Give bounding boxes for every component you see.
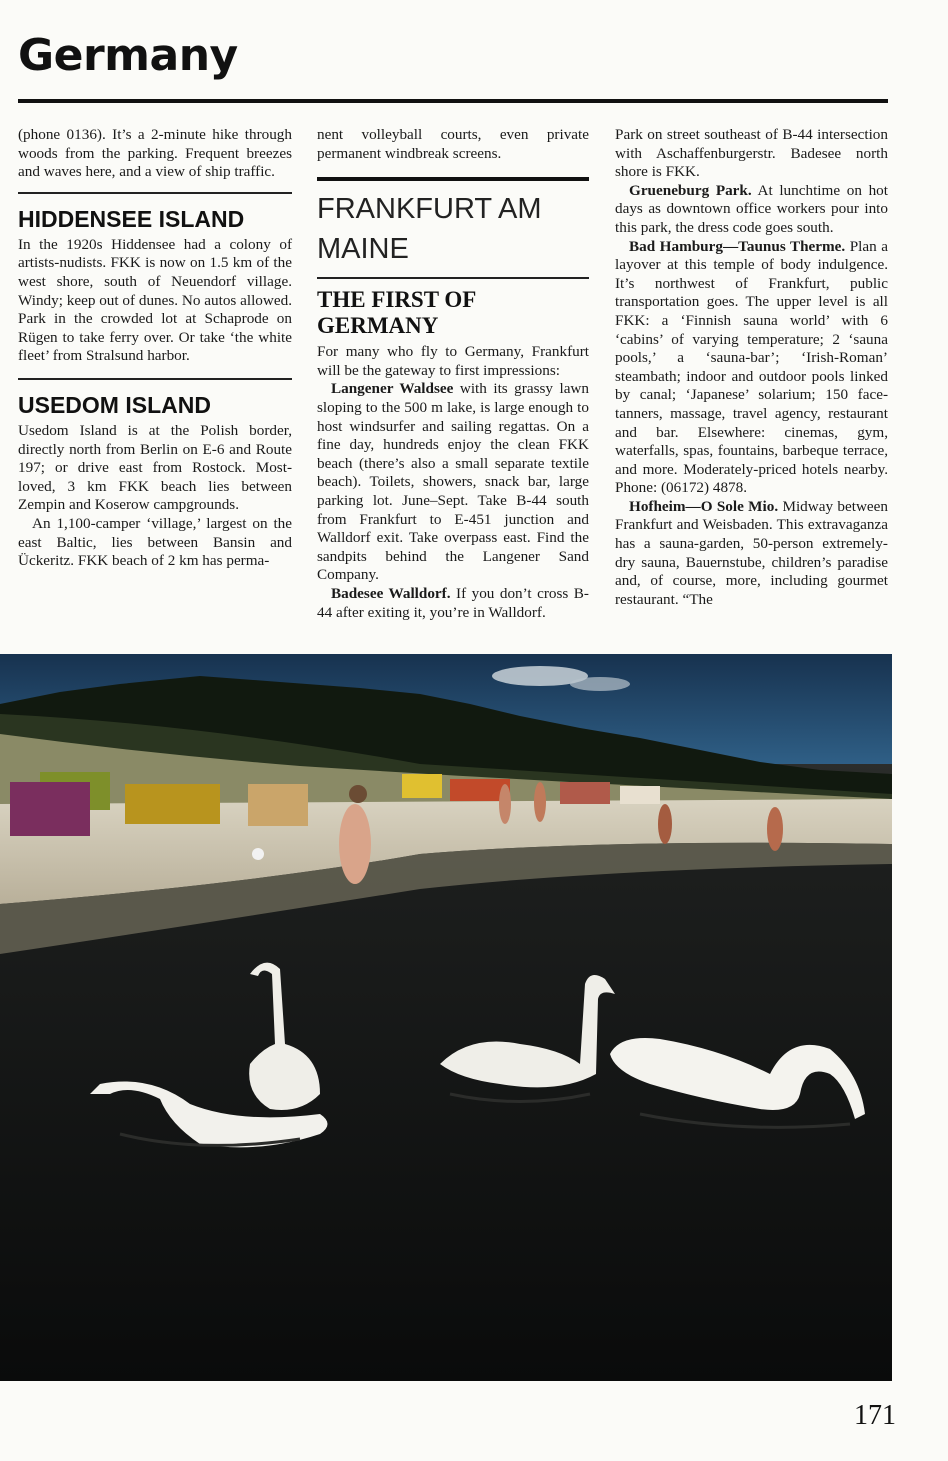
continued-text: nent volleyball courts, even private permanent windbreak screens.: [317, 126, 589, 162]
walldorf-lead: Badesee Walldorf.: [331, 584, 451, 602]
section-divider: [317, 277, 589, 279]
continued-text: (phone 0136). It’s a 2-minute hike through woods from the parking. Frequent breezes and waves here, and a view of ship traffic.: [18, 126, 292, 181]
usedom-paragraph-2: An 1,100-camper ‘village,’ largest on the east Baltic, lies between Bansin and Ückeritz. FKK beach of 2 km has perma-: [18, 514, 292, 570]
waldsee-lead: Langener Waldsee: [331, 380, 454, 398]
hamburg-text: Plan a layover at this temple of body indulgence. It’s northwest of Frankfurt, public transportation goes. The upper level is all FKK: a ‘Finnish sauna world’ with 6 ‘cabins’ of varying temperature; 2 ‘sauna pools,’ a ‘sauna-bar’; ‘Irish-Roman’ steambath; indoor and outdoor pools linked by canal; ‘Japanese’ solarium; 150 face-tanners, massage, travel agency, restaurant and bar. Elsewhere: cinemas, gym, waterfalls, spas, fountains, barbeque terrace, and more. Moderately-priced hotels nearby. Phone: (06172) 4878.: [615, 237, 888, 497]
waldsee-text: with its grassy lawn sloping to the 500 m lake, is large enough to host windsurfer and sailing regattas. On a fine day, hundreds enjoy the clean FKK beach (there’s also a small separate textile beach). Toilets, showers, snack bar, large parking lot. June–Sept. Take B-44 south from Frankfurt to E-451 junction and Walldorf exit. Take overpass east. Find the sandpits behind the Langener Sand Company.: [317, 380, 589, 584]
hofheim-paragraph: [615, 498, 888, 610]
grueneburg-text: At lunchtime on hot days as downtown office workers pour into this park, the dress code goes south.: [615, 181, 888, 236]
waldsee-paragraph: [317, 380, 589, 585]
hamburg-lead: Bad Hamburg—Taunus Therme.: [629, 237, 846, 255]
title-rule: [18, 99, 888, 103]
grueneburg-paragraph: [615, 182, 888, 238]
usedom-paragraph: Usedom Island is at the Polish border, directly north from Berlin on E-6 and Route 197; or drive east from Rostock. Most-loved, 3 km FKK beach lies between Zempin and Koserow campgrounds.: [18, 421, 292, 514]
column-3: [615, 126, 888, 609]
section-divider: [317, 177, 589, 181]
walldorf-paragraph: [317, 585, 589, 622]
section-divider: [18, 192, 292, 194]
hamburg-paragraph: [615, 238, 888, 498]
section-subheading: THE FIRST OF GERMANY: [317, 287, 476, 339]
page-title: Germany: [18, 30, 238, 81]
city-heading: FRANKFURT AM MAINE: [317, 193, 542, 266]
frankfurt-intro: For many who fly to Germany, Frankfurt will be the gateway to first impressions:: [317, 343, 589, 379]
column-1: [18, 126, 292, 571]
column-2: [317, 126, 589, 622]
beach-swans-photo: [0, 654, 892, 1381]
hiddensee-heading: HIDDENSEE ISLAND: [18, 205, 245, 232]
usedom-heading: USEDOM ISLAND: [18, 391, 211, 418]
hiddensee-paragraph: In the 1920s Hiddensee had a colony of artists-nudists. FKK is now on 1.5 km of the west shore, south of Neuendorf village. Windy; keep out of dunes. No autos allowed. Park in the crowded lot at Schaprode on Rügen to take ferry over. Or take ‘the white fleet’ from Stralsund harbor.: [18, 235, 292, 365]
page-number: 171: [854, 1400, 896, 1431]
grueneburg-lead: Grueneburg Park.: [629, 181, 752, 199]
section-divider: [18, 378, 292, 380]
walldorf-text: If you don’t cross B-44 after exiting it, you’re in Walldorf.: [317, 584, 589, 621]
hofheim-text: Midway between Frankfurt and Weisbaden. This extravaganza has a sauna-garden, 50-person extremely-dry sauna, Bauernstube, children’s paradise and, of course, more, including gourmet restaurant. “The: [615, 497, 888, 608]
hofheim-lead: Hofheim—O Sole Mio.: [629, 497, 779, 515]
continued-text: Park on street southeast of B-44 intersection with Aschaffenburgerstr. Badesee north shore is FKK.: [615, 126, 888, 181]
